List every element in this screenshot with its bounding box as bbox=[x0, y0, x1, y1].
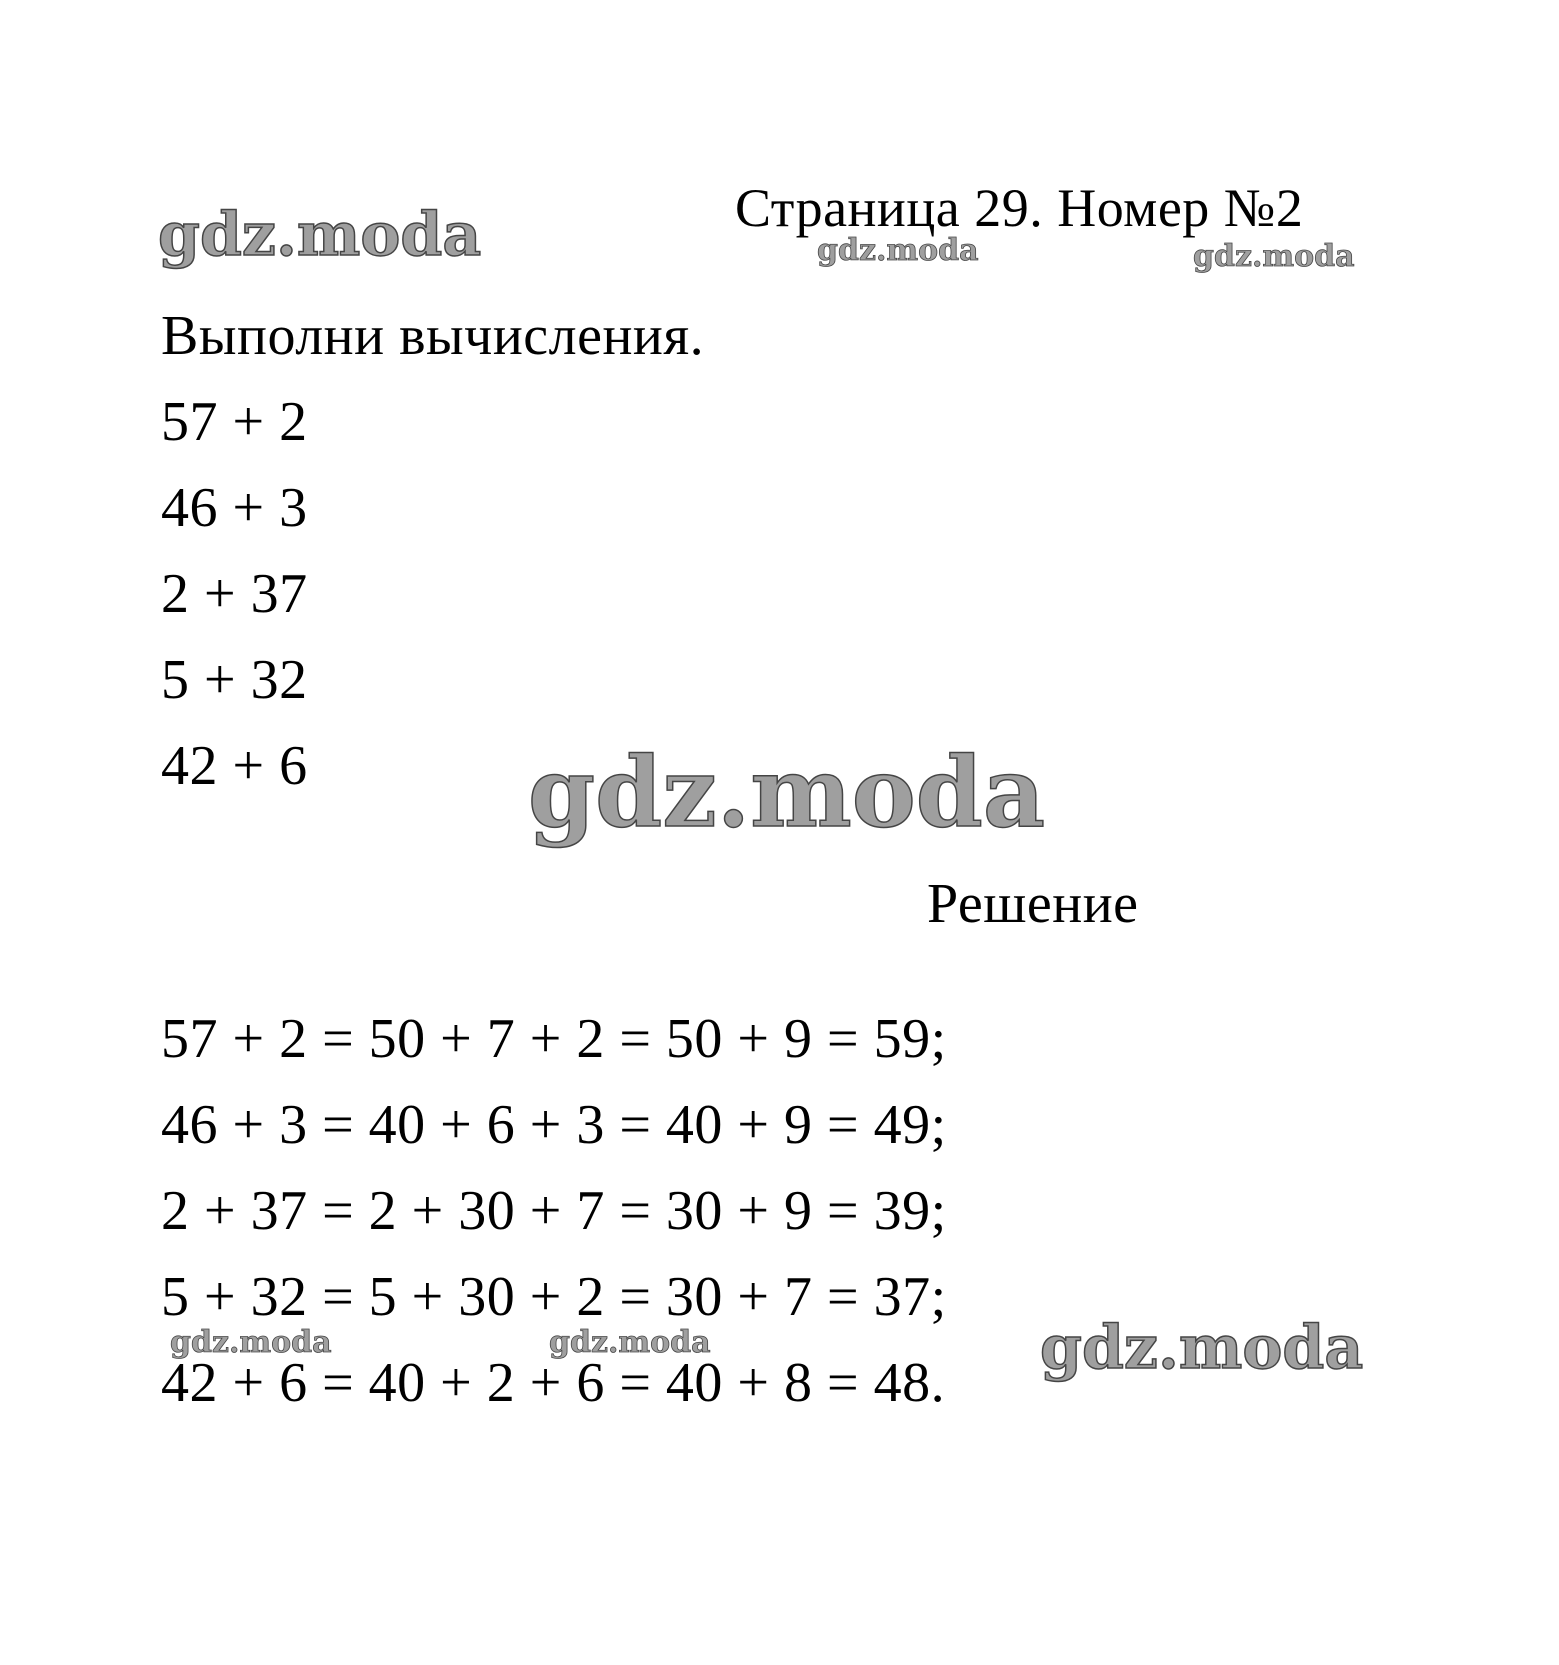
task-instruction: Выполни вычисления. bbox=[161, 305, 705, 367]
task-expression: 42 + 6 bbox=[161, 735, 308, 797]
solution-line: 5 + 32 = 5 + 30 + 2 = 30 + 7 = 37; bbox=[161, 1266, 947, 1328]
solution-line: 2 + 37 = 2 + 30 + 7 = 30 + 9 = 39; bbox=[161, 1180, 947, 1242]
task-expression: 57 + 2 bbox=[161, 391, 308, 453]
solution-line: 42 + 6 = 40 + 2 + 6 = 40 + 8 = 48. bbox=[161, 1352, 946, 1414]
watermark-top-right: gdz.moda bbox=[1193, 239, 1355, 274]
watermark-top-center: gdz.moda bbox=[817, 233, 979, 268]
solution-line: 46 + 3 = 40 + 6 + 3 = 40 + 9 = 49; bbox=[161, 1094, 947, 1156]
watermark-bottom-left: gdz.moda bbox=[170, 1325, 332, 1360]
task-expression: 46 + 3 bbox=[161, 477, 308, 539]
task-expression: 2 + 37 bbox=[161, 563, 308, 625]
page-title: Страница 29. Номер №2 bbox=[735, 178, 1304, 238]
solution-heading: Решение bbox=[927, 873, 1139, 935]
solution-line: 57 + 2 = 50 + 7 + 2 = 50 + 9 = 59; bbox=[161, 1008, 947, 1070]
task-expression: 5 + 32 bbox=[161, 649, 308, 711]
watermark-bottom-center: gdz.moda bbox=[549, 1325, 711, 1360]
watermark-middle: gdz.moda bbox=[528, 736, 1046, 849]
watermark-bottom-right: gdz.moda bbox=[1040, 1313, 1364, 1383]
watermark-top-left: gdz.moda bbox=[158, 200, 482, 270]
